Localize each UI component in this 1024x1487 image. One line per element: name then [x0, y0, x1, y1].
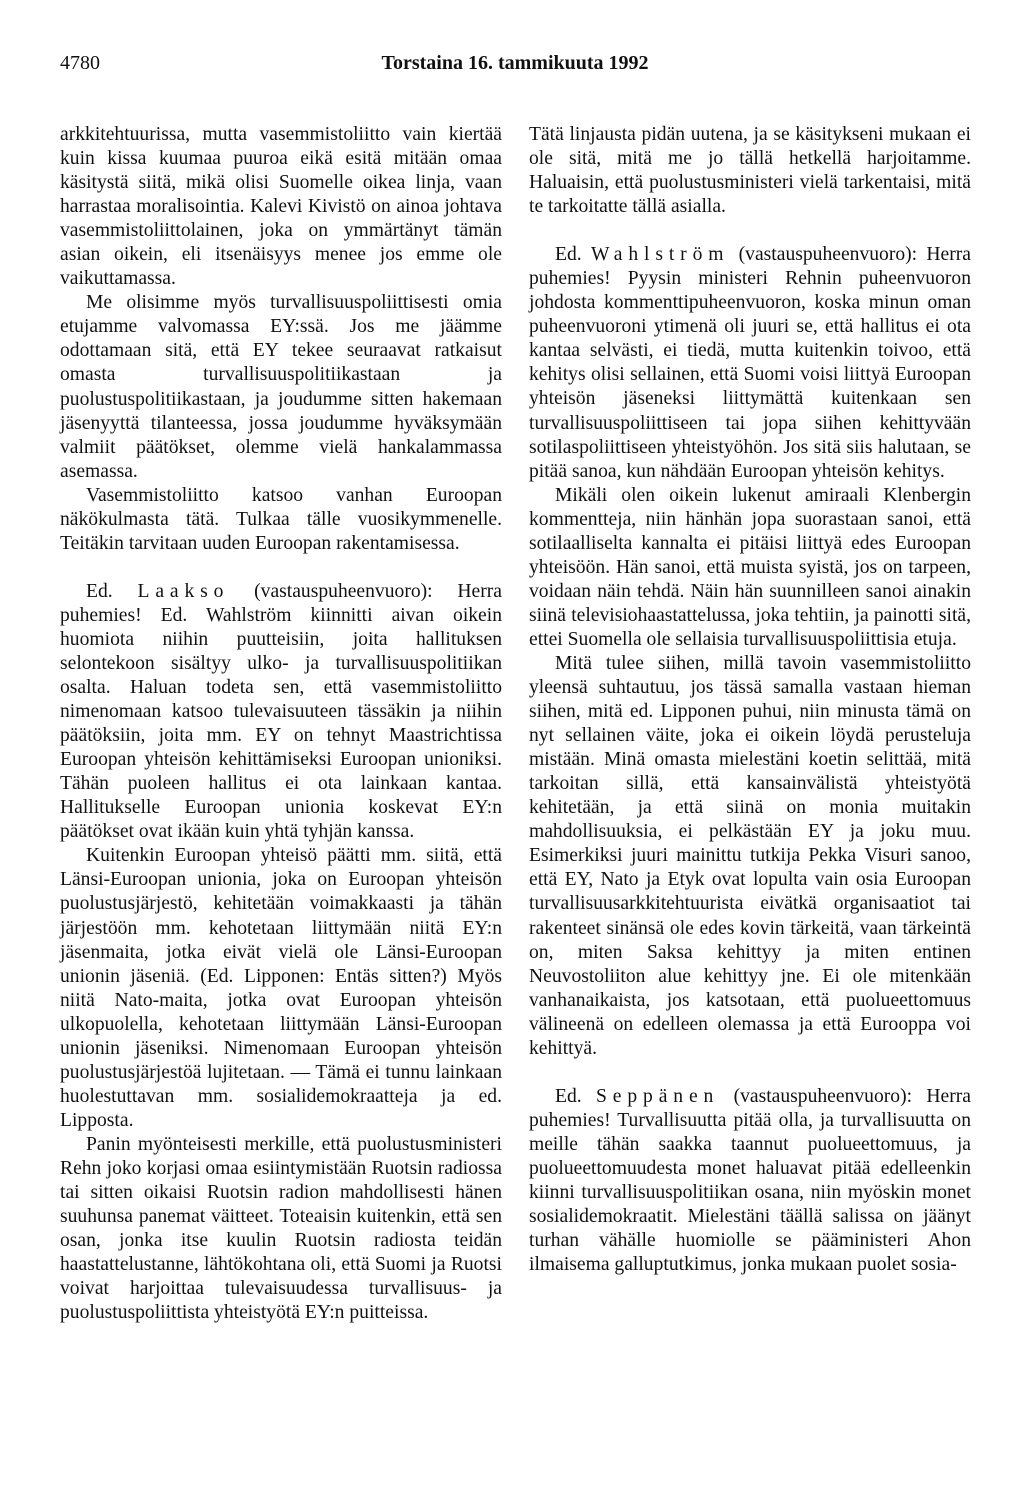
speech-wahlstrom [529, 243, 971, 483]
running-title: Torstaina 16. tammikuuta 1992 [381, 52, 649, 74]
speech-laakso [60, 580, 502, 845]
speaker-prefix: Ed. [555, 1085, 597, 1107]
paragraph: Panin myönteisesti merkille, että puolustusministeri Rehn joko korjasi omaa esiintymistään Ruotsin radiossa tai sitten oikaisi Ruotsin radion mahdollisesti hänen suuhunsa panemat väitteet. Toteaisin kuitenkin, että sen osan, jonka itse kuulin Ruotsin radiosta teidän haastattelustanne, lähtökohtana oli, että Suomi ja Ruotsi voivat harjoittaa tulevaisuudessa turvallisuus- ja puolustuspoliittista yhteistyötä EY:n puitteissa. [60, 1133, 502, 1324]
page-header [60, 52, 970, 82]
paragraph: Tätä linjausta pidän uutena, ja se käsitykseni mukaan ei ole sitä, mitä me jo tällä hetkellä harjoitamme. Haluaisin, että puolustusministeri vielä tarkentaisi, mitä te tarkoitatte tällä asialla. [529, 124, 971, 218]
speaker-name: Seppänen [596, 1085, 720, 1107]
speech-text: (vastauspuheenvuoro): Herra puhemies! Turvallisuutta pitää olla, ja turvallisuutta on meille tähän saakka taannut puolueettomuus, ja puolueettomuudesta monet haluavat pitää edelleenkin kiinni turvallisuuspolitiikan osana, niin myöskin monet sosialidemokraatit. Mielestäni täällä salissa on jäänyt turhan vähälle huomiolle se pääministeri Ahon ilmaisema galluptutkimus, jonka mukaan puolet sosia- [529, 1085, 971, 1276]
speaker-name: Laakso [137, 580, 230, 602]
paragraph: Me olisimme myös turvallisuuspoliittisesti omia etujamme valvomassa EY:ssä. Jos me jäämme odottamaan sitä, että EY tekee seuraavat ratkaisut omasta turvallisuuspolitiikastaan ja puolustuspolitiikastaan, ja joudumme sitten hakemaan jäsenyyttä tilanteessa, jossa joudumme hyväksymään valmiit päätökset, olemme vielä hankalammassa asemassa. [60, 292, 502, 482]
right-column [529, 123, 971, 1277]
speaker-name: Wahlström [590, 244, 730, 266]
paragraph: Mikäli olen oikein lukenut amiraali Klenbergin kommentteja, niin hänhän jopa suorastaan sanoi, että sotilaalliselta kannalta ei pitäisi liittyä edes Euroopan yhteisöön. Hän sanoi, että muista syistä, jos on tarpeen, voidaan näin tehdä. Näin hän suunnilleen sanoi ainakin siinä televisiohaastattelussa, joka tehtiin, ja painotti sitä, ettei Suomella ole sellaisia turvallisuuspoliittisia etuja. [529, 484, 971, 650]
speech-seppanen [529, 1085, 971, 1277]
paragraph: Vasemmistoliitto katsoo vanhan Euroopan näkökulmasta tätä. Tulkaa tälle vuosikymmenelle. Teitäkin tarvitaan uuden Euroopan rakentamisessa. [60, 484, 502, 554]
speaker-prefix: Ed. [555, 244, 591, 266]
speech-text: (vastauspuheenvuoro): Herra puhemies! Ed. Wahlström kiinnitti aivan oikein huomiota niihin puutteisiin, joita hallituksen selontekoon sisältyy ulko- ja turvallisuuspolitiikan osalta. Haluan todeta sen, että vasemmistoliitto nimenomaan katsoo tulevaisuuteen tässäkin ja niihin päätöksiin, joita mm. EY on tehnyt Maastrichtissa Euroopan yhteisön kehittämiseksi Euroopan unioniksi. Tähän puoleen hallitus ei ota lainkaan kantaa. Hallitukselle Euroopan unionia koskevat EY:n päätökset ovat ikään kuin yhtä tyhjän kanssa. [60, 580, 503, 843]
speech-text: (vastauspuheenvuoro): Herra puhemies! Pyysin ministeri Rehnin puheenvuoron johdosta kommenttipuheenvuoron, koska minun oman puheenvuoroni ytimenä oli juuri se, että hallitus ei ota kantaa selvästi, ei tiedä, mutta kuitenkin toivoo, että kehitys olisi sellainen, että Suomi voisi liittyä Euroopan yhteisön jäseneksi liittymättä kuitenkaan sen turvallisuuspoliittiseen tai jopa siihen kehittyvään sotilaspoliittiseen yhteistyöhön. Jos sitä siis halutaan, se pitää sanoa, kun nähdään Euroopan yhteisön kehitys. [529, 244, 972, 482]
paragraph: Kuitenkin Euroopan yhteisö päätti mm. siitä, että Länsi-Euroopan unionia, joka on Euroopan yhteisön puolustusjärjestö, kehitetään voimakkaasti ja tähän järjestöön mm. kehotetaan liittymään niitä EY:n jäsenmaita, jotka eivät vielä ole Länsi-Euroopan unionin jäseniä. (Ed. Lipponen: Entäs sitten?) Myös niitä Nato-maita, jotka ovat Euroopan yhteisön ulkopuolella, kehotetaan liittymään Länsi-Euroopan unionin jäseniksi. Nimenomaan Euroopan yhteisön puolustusjärjestöä lujitetaan. — Tämä ei tunnu lainkaan huolestuttavan mm. sosialidemokraatteja ja ed. Lipposta. [60, 845, 502, 1131]
paragraph: arkkitehtuurissa, mutta vasemmistoliitto vain kiertää kuin kissa kuumaa puuroa eikä esitä mitään omaa käsitystä siitä, mikä olisi Suomelle oikea linja, vaan harrastaa moralisointia. Kalevi Kivistö on ainoa johtava vasemmistoliittolainen, joka on ymmärtänyt tämän asian oikein, eli itsenäisyys menee jos emme ole vaikuttamassa. [60, 124, 502, 290]
paragraph: Mitä tulee siihen, millä tavoin vasemmistoliitto yleensä suhtautuu, jos tässä samalla vastaan hieman siihen, mitä ed. Lipponen puhui, niin minusta tämä on nyt sellainen väite, joka ei oikein löydä perusteluja mistään. Minä omasta mielestäni koetin selittää, mitä tarkoitan sillä, että kansainvälistä yhteistyötä kehitetään, ja että siinä on monia muitakin mahdollisuuksia, ei pelkästään EY ja joku muu. Esimerkiksi juuri mainittu tutkija Pekka Visuri sanoo, että EY, Nato ja Etyk ovat lopulta vain osia Euroopan turvallisuusarkkitehtuurista eivätkä organisaatiot tai rakenteet sinänsä ole edes kovin tärkeitä, vaan tärkeintä on, miten Saksa kehittyy ja miten entinen Neuvostoliiton alue kehittyy jne. Ei ole mitenkään vanhanaikaista, jos katsotaan, että puolueettomuus välineenä on edelleen olemassa ja että Eurooppa voi kehittyä. [529, 652, 971, 1059]
page-number: 4780 [60, 52, 100, 74]
left-column [60, 123, 502, 1325]
speaker-prefix: Ed. [86, 580, 138, 602]
